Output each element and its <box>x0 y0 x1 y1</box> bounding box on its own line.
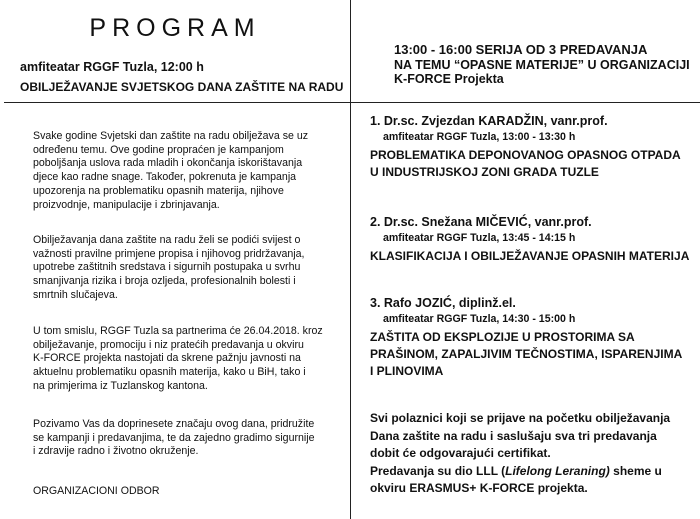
lecture-topic: KLASIFIKACIJA I OBILJEŽAVANJE OPASNIH MATERIJA <box>370 249 690 263</box>
lecturer-name: 1. Dr.sc. Zvjezdan KARADŽIN, vanr.prof. <box>370 114 608 128</box>
lecture-time: amfiteatar RGGF Tuzla, 13:00 - 13:30 h <box>383 131 576 143</box>
series-organizer: K-FORCE Projekta <box>394 72 504 86</box>
event-title: OBILJEŽAVANJE SVJETSKOG DANA ZAŠTITE NA RADU <box>20 80 344 94</box>
right-horizontal-divider <box>351 102 700 103</box>
lecture-time: amfiteatar RGGF Tuzla, 14:30 - 15:00 h <box>383 313 576 325</box>
lecture-1 <box>370 114 681 181</box>
certificate-note: Svi polaznici koji se prijave na početku obilježavanja Dana zaštite na radu i saslušaju sva tri predavanja dobit će odgovarajući certifikat. Predavanja su dio LLL (Lifelong Leraning) sheme u okviru ERASMUS+ K-FORCE projekta. <box>370 411 671 496</box>
paragraph-awareness: Obilježavanja dana zaštite na radu želi se podići svijest o važnosti pravilne primjene propisa i njihovog pridržavanja, upotrebe zaštitnih sredstava i sigurnih postupaka u svrhu smanjivanja rizika i broja ozljeda, profesionalnih bolesti i smrtnih slučajeva. <box>33 234 305 301</box>
lecturer-name: 3. Rafo JOZIĆ, diplinž.el. <box>370 296 516 310</box>
series-header <box>394 43 690 87</box>
paragraph-invitation: Pozivamo Vas da doprinesete značaju ovog dana, pridružite se kampanji i predavanjima, te da zajedno gradimo sigurnije i zdravije radno i životno okruženje. <box>33 418 315 458</box>
organizing-committee: ORGANIZACIONI ODBOR <box>33 485 160 497</box>
lecture-topic: ZAŠTITA OD EKSPLOZIJE U PROSTORIMA SA PRAŠINOM, ZAPALJIVIM TEČNOSTIMA, ISPARENJIMA I PLINOVIMA <box>370 330 683 378</box>
paragraph-rggf: U tom smislu, RGGF Tuzla sa partnerima će 26.04.2018. kroz obilježavanje, promociju i niz pratećih predavanja u okviru K-FORCE projekta nastojati da skrene pažnju javnosti na aktuelnu problematiku opasnih materija, kako u BiH, tako i na primjerima iz Tuzlanskog kantona. <box>33 325 323 392</box>
paragraph-intro: Svake godine Svjetski dan zaštite na radu obilježava se uz određenu temu. Ove godine propraćen je kampanjom poboljšanja uslova rada mladih i okončanja iskorištavanja djece kao radne snage. Također, pokrenuta je kampanja upozorenja na problematiku opasnih materija, njihove proizvodnje, manipulacije i zbrinjavanja. <box>33 130 309 211</box>
lecture-time: amfiteatar RGGF Tuzla, 13:45 - 14:15 h <box>383 232 576 244</box>
venue-time: amfiteatar RGGF Tuzla, 12:00 h <box>20 60 204 74</box>
lecture-topic: PROBLEMATIKA DEPONOVANOG OPASNOG OTPADA U INDUSTRIJSKOJ ZONI GRADA TUZLE <box>370 148 681 179</box>
series-time: 13:00 - 16:00 SERIJA OD 3 PREDAVANJA <box>394 42 648 57</box>
left-horizontal-divider <box>4 102 350 103</box>
lecture-3 <box>370 296 682 380</box>
lecture-2 <box>370 215 689 265</box>
right-column <box>351 0 700 519</box>
program-title: PROGRAM <box>89 14 261 42</box>
lecturer-name: 2. Dr.sc. Snežana MIČEVIĆ, vanr.prof. <box>370 215 592 229</box>
series-topic: NA TEMU “OPASNE MATERIJE” U ORGANIZACIJI <box>394 57 690 72</box>
